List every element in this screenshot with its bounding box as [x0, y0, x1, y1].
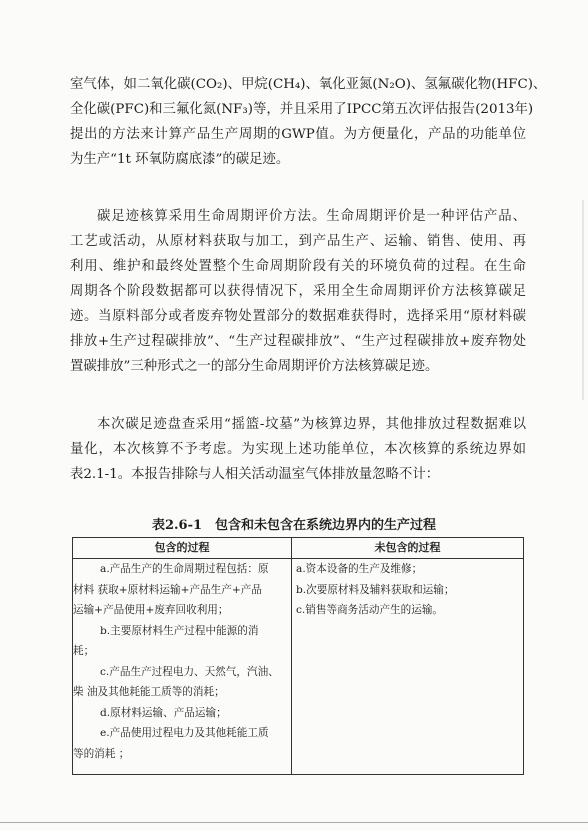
text-line: 为生产“1t 环氧防腐底漆”的碳足迹。 — [70, 152, 290, 167]
paragraph-ghg-scope — [70, 72, 547, 172]
list-item: a.资本设备的生产及维修； — [296, 563, 423, 575]
text-line: 提出的方法来计算产品生产周期的GWP值。为方便量化，产品的功能单位 — [70, 127, 526, 142]
text-line: 室气体，如二氧化碳(CO₂)、甲烷(CH₄)、氧化亚氮(N₂O)、氢氟碳化物(HFC)、 — [70, 77, 547, 92]
text-line: 本次碳足迹盘查采用“摇篮-坟墓”为核算边界，其他排放过程数据难以 — [97, 417, 526, 432]
boundary-table — [72, 537, 524, 775]
list-item: c.销售等商务活动产生的运输。 — [296, 604, 444, 616]
text-line: 量化，本次核算不予考虑。为实现上述功能单位，本次核算的系统边界如 — [70, 442, 526, 457]
paragraph-lca-method — [70, 204, 526, 379]
list-item: e.产品使用过程电力及其他耗能工质 — [100, 727, 269, 739]
list-item: 运输+产品使用+废弃回收利用； — [73, 604, 229, 616]
table-row — [73, 559, 524, 775]
list-item: d.原材料运输、产品运输； — [100, 706, 227, 719]
text-line: 工艺或活动，从原材料获取与加工，到产品生产、运输、销售、使用、再 — [70, 234, 526, 249]
paragraph-system-boundary — [70, 412, 526, 487]
text-line: 全化碳(PFC)和三氟化氮(NF₃)等，并且采用了IPCC第五次评估报告(2013年) — [70, 102, 534, 117]
list-item: b.主要原材料生产过程中能源的消 — [100, 624, 259, 637]
header-excluded: 未包含的过程 — [292, 538, 524, 559]
page-bottom-rule — [0, 822, 588, 823]
scan-edge-mark — [582, 200, 584, 400]
list-item: 等的消耗 ； — [73, 747, 130, 760]
text-line: 利用、维护和最终处置整个生命周期阶段有关的环境负荷的过程。在生命 — [70, 259, 526, 274]
table-caption: 表2.6-1 包含和未包含在系统边界内的生产过程 — [151, 518, 437, 533]
list-item: 柴 油及其他耗能工质等的消耗； — [73, 686, 225, 698]
included-processes-cell — [73, 559, 292, 775]
excluded-processes-cell — [292, 559, 524, 775]
text-line: 迹。当原料部分或者废弃物处置部分的数据难获得时，选择采用“原材料碳 — [70, 309, 526, 324]
header-included: 包含的过程 — [73, 538, 292, 559]
text-line: 表2.1-1。本报告排除与人相关活动温室气体排放量忽略不计： — [70, 467, 440, 482]
list-item: b.次要原材料及辅料获取和运输； — [296, 583, 455, 596]
text-line: 置碳排放”三种形式之一的部分生命周期评价方法核算碳足迹。 — [70, 359, 439, 374]
list-item: 材料 获取+原材料运输+产品生产+产品 — [73, 583, 262, 596]
list-item: a.产品生产的生命周期过程包括：原 — [100, 563, 269, 575]
table-header-row — [73, 538, 524, 559]
list-item: c.产品生产过程电力、天然气，汽油、 — [100, 665, 279, 678]
text-line: 排放+生产过程碳排放”、“生产过程碳排放”、“生产过程碳排放+废弃物处 — [70, 334, 526, 349]
text-line: 周期各个阶段数据都可以获得情况下，采用全生命周期评价方法核算碳足 — [70, 284, 526, 299]
text-line: 碳足迹核算采用生命周期评价方法。生命周期评价是一种评估产品、 — [97, 209, 526, 224]
list-item: 耗； — [73, 645, 95, 657]
